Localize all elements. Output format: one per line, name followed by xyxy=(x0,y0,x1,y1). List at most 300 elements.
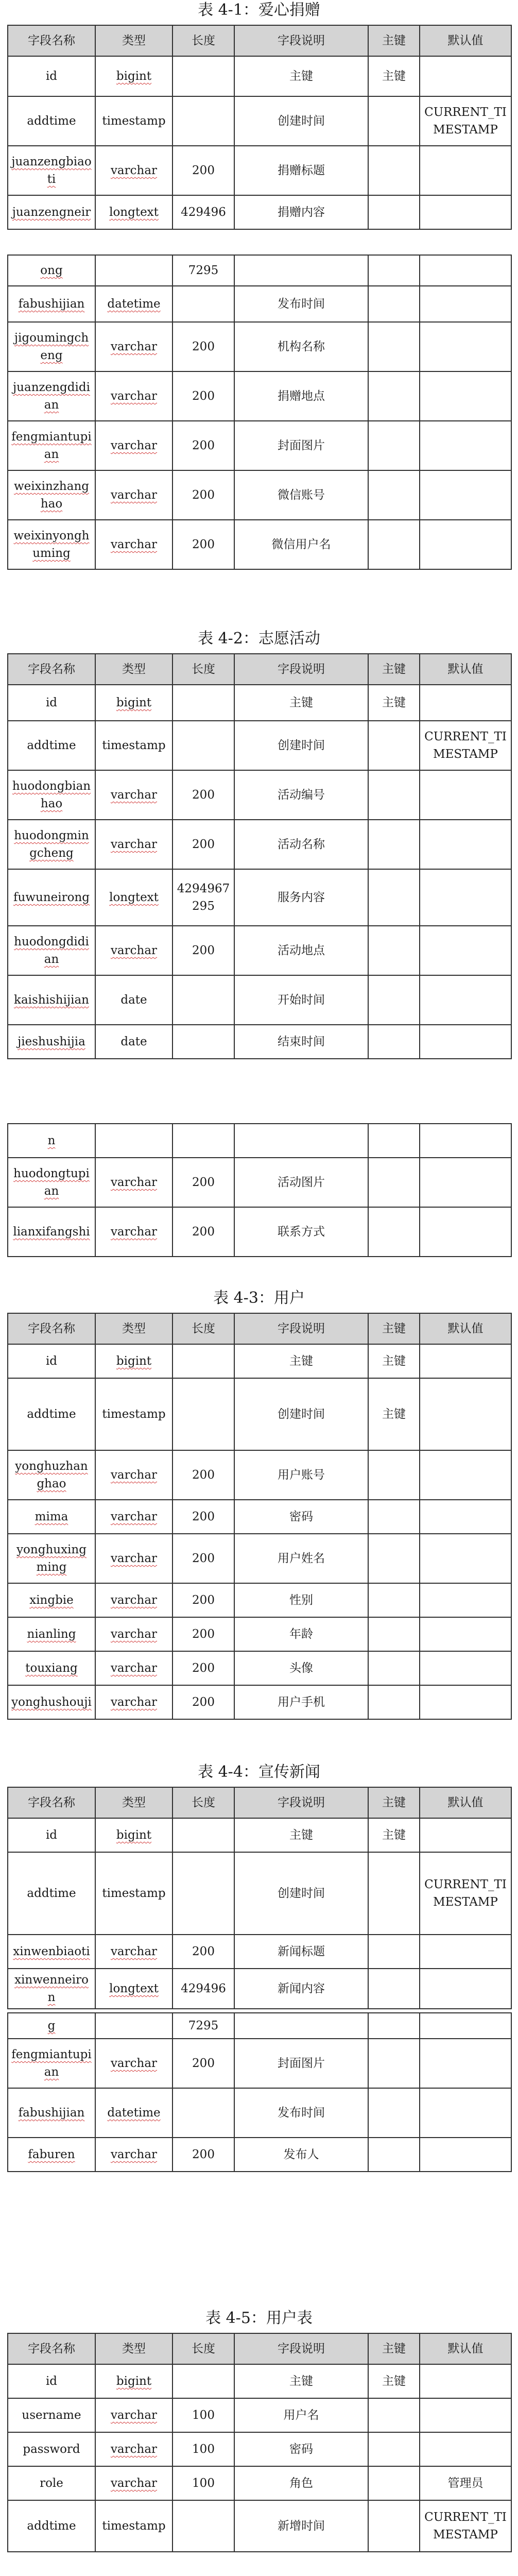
type-cell: timestamp xyxy=(95,96,172,146)
field-name-cell: huodongmingcheng xyxy=(8,820,95,869)
description-cell: 结束时间 xyxy=(234,1025,368,1059)
field-name-cell: id xyxy=(8,1344,95,1378)
field-name-cell: juanzengdidian xyxy=(8,371,95,421)
default-value-cell xyxy=(420,770,511,820)
description-cell: 主键 xyxy=(234,2364,368,2398)
type-cell: varchar xyxy=(95,1651,172,1685)
length-cell xyxy=(172,1344,234,1378)
default-value-cell xyxy=(420,1935,511,1969)
length-cell: 200 xyxy=(172,322,234,371)
primary-key-cell xyxy=(368,1852,420,1935)
default-value-cell xyxy=(420,1617,511,1651)
length-cell xyxy=(172,1025,234,1059)
default-value-cell xyxy=(420,56,511,96)
table-row xyxy=(8,195,511,229)
primary-key-cell xyxy=(368,926,420,975)
primary-key-cell xyxy=(368,820,420,869)
type-cell: varchar xyxy=(95,1500,172,1534)
description-cell: 捐赠标题 xyxy=(234,146,368,195)
field-name-cell: huodongbianhao xyxy=(8,770,95,820)
length-cell: 429496 xyxy=(172,1969,234,2009)
field-name-cell: juanzengbiaoti xyxy=(8,146,95,195)
type-cell: timestamp xyxy=(95,721,172,770)
type-cell xyxy=(95,2013,172,2039)
type-cell: varchar xyxy=(95,926,172,975)
spec-table-4-1 xyxy=(7,25,512,230)
primary-key-cell xyxy=(368,1685,420,1719)
default-value-cell xyxy=(420,975,511,1025)
table-row xyxy=(8,2432,511,2466)
default-value-cell xyxy=(420,1969,511,2009)
length-cell: 200 xyxy=(172,146,234,195)
spec-table-4-1-continued xyxy=(7,255,512,570)
header-default-value: 默认值 xyxy=(420,25,511,56)
table-row xyxy=(8,2138,511,2172)
spec-table-4-2-continued xyxy=(7,1123,512,1257)
length-cell: 200 xyxy=(172,1158,234,1207)
table-caption-4-4: 表 4-4：宣传新闻 xyxy=(198,1763,320,1781)
header-type: 类型 xyxy=(95,1313,172,1344)
length-cell xyxy=(172,1852,234,1935)
default-value-cell xyxy=(420,869,511,926)
primary-key-cell: 主键 xyxy=(368,1344,420,1378)
length-cell: 200 xyxy=(172,1617,234,1651)
header-length: 长度 xyxy=(172,1313,234,1344)
description-cell: 创建时间 xyxy=(234,1378,368,1450)
length-cell xyxy=(172,1124,234,1158)
default-value-cell xyxy=(420,1344,511,1378)
field-name-cell: fabushijian xyxy=(8,286,95,322)
table-row xyxy=(8,146,511,195)
default-value-cell xyxy=(420,371,511,421)
type-cell: varchar xyxy=(95,371,172,421)
field-name-cell: xingbie xyxy=(8,1583,95,1617)
description-cell: 新闻内容 xyxy=(234,1969,368,2009)
field-name-cell: xinwenneiron xyxy=(8,1969,95,2009)
description-cell: 联系方式 xyxy=(234,1207,368,1257)
type-cell: varchar xyxy=(95,146,172,195)
type-cell: varchar xyxy=(95,1617,172,1651)
table-row xyxy=(8,1818,511,1852)
default-value-cell xyxy=(420,1685,511,1719)
description-cell: 主键 xyxy=(234,1344,368,1378)
field-name-cell: yonghuxingming xyxy=(8,1534,95,1583)
field-name-cell: id xyxy=(8,56,95,96)
length-cell: 7295 xyxy=(172,2013,234,2039)
table-row xyxy=(8,470,511,520)
field-name-cell: weixinzhanghao xyxy=(8,470,95,520)
default-value-cell xyxy=(420,2088,511,2138)
default-value-cell xyxy=(420,2432,511,2466)
field-name-cell: jigoumingcheng xyxy=(8,322,95,371)
type-cell: varchar xyxy=(95,1158,172,1207)
primary-key-cell xyxy=(368,1651,420,1685)
description-cell: 机构名称 xyxy=(234,322,368,371)
description-cell xyxy=(234,2013,368,2039)
description-cell: 发布时间 xyxy=(234,286,368,322)
primary-key-cell xyxy=(368,1025,420,1059)
default-value-cell xyxy=(420,1583,511,1617)
table-row xyxy=(8,255,511,286)
default-value-cell xyxy=(420,1124,511,1158)
field-name-cell: huodongdidian xyxy=(8,926,95,975)
default-value-cell xyxy=(420,322,511,371)
primary-key-cell xyxy=(368,1158,420,1207)
primary-key-cell xyxy=(368,1583,420,1617)
default-value-cell: CURRENT_TIMESTAMP xyxy=(420,1852,511,1935)
primary-key-cell xyxy=(368,770,420,820)
primary-key-cell xyxy=(368,1500,420,1534)
type-cell: datetime xyxy=(95,2088,172,2138)
table-row xyxy=(8,56,511,96)
description-cell: 创建时间 xyxy=(234,1852,368,1935)
length-cell: 200 xyxy=(172,926,234,975)
length-cell: 200 xyxy=(172,2039,234,2088)
default-value-cell: CURRENT_TIMESTAMP xyxy=(420,2500,511,2552)
primary-key-cell xyxy=(368,520,420,569)
type-cell: varchar xyxy=(95,470,172,520)
spec-table-4-3 xyxy=(7,1313,512,1720)
description-cell xyxy=(234,255,368,286)
default-value-cell xyxy=(420,1378,511,1450)
type-cell: varchar xyxy=(95,2398,172,2432)
default-value-cell xyxy=(420,286,511,322)
length-cell xyxy=(172,1818,234,1852)
description-cell: 主键 xyxy=(234,685,368,721)
table-row xyxy=(8,1969,511,2009)
length-cell xyxy=(172,286,234,322)
table-row xyxy=(8,869,511,926)
header-primary-key: 主键 xyxy=(368,1787,420,1818)
primary-key-cell xyxy=(368,2013,420,2039)
description-cell: 发布人 xyxy=(234,2138,368,2172)
primary-key-cell xyxy=(368,2432,420,2466)
header-field-name: 字段名称 xyxy=(8,1787,95,1818)
header-default-value: 默认值 xyxy=(420,1313,511,1344)
description-cell: 角色 xyxy=(234,2466,368,2500)
length-cell: 4294967295 xyxy=(172,869,234,926)
table-row xyxy=(8,96,511,146)
length-cell: 200 xyxy=(172,2138,234,2172)
default-value-cell xyxy=(420,520,511,569)
description-cell: 用户账号 xyxy=(234,1450,368,1500)
table-row xyxy=(8,1617,511,1651)
type-cell: bigint xyxy=(95,1818,172,1852)
header-description: 字段说明 xyxy=(234,654,368,685)
table-header-row xyxy=(8,25,511,56)
length-cell xyxy=(172,2500,234,2552)
primary-key-cell xyxy=(368,2500,420,2552)
header-description: 字段说明 xyxy=(234,25,368,56)
primary-key-cell xyxy=(368,2039,420,2088)
field-name-cell: password xyxy=(8,2432,95,2466)
field-name-cell: id xyxy=(8,685,95,721)
table-row xyxy=(8,721,511,770)
type-cell: varchar xyxy=(95,520,172,569)
table-caption-4-1: 表 4-1：爱心捐赠 xyxy=(198,1,320,19)
table-row xyxy=(8,770,511,820)
primary-key-cell xyxy=(368,371,420,421)
primary-key-cell xyxy=(368,1969,420,2009)
table-row xyxy=(8,1158,511,1207)
description-cell: 密码 xyxy=(234,1500,368,1534)
primary-key-cell xyxy=(368,1450,420,1500)
primary-key-cell xyxy=(368,869,420,926)
type-cell: longtext xyxy=(95,869,172,926)
primary-key-cell xyxy=(368,286,420,322)
type-cell: bigint xyxy=(95,685,172,721)
table-row xyxy=(8,1025,511,1059)
table-header-row xyxy=(8,2333,511,2364)
type-cell: varchar xyxy=(95,2039,172,2088)
type-cell: timestamp xyxy=(95,1378,172,1450)
description-cell: 性别 xyxy=(234,1583,368,1617)
default-value-cell: CURRENT_TIMESTAMP xyxy=(420,721,511,770)
primary-key-cell xyxy=(368,1935,420,1969)
field-name-cell: fabushijian xyxy=(8,2088,95,2138)
field-name-cell: kaishishijian xyxy=(8,975,95,1025)
primary-key-cell: 主键 xyxy=(368,1378,420,1450)
header-description: 字段说明 xyxy=(234,1313,368,1344)
header-type: 类型 xyxy=(95,1787,172,1818)
length-cell: 200 xyxy=(172,1534,234,1583)
field-name-cell: id xyxy=(8,2364,95,2398)
length-cell: 7295 xyxy=(172,255,234,286)
table-row xyxy=(8,1685,511,1719)
default-value-cell: CURRENT_TIMESTAMP xyxy=(420,96,511,146)
table-caption-4-3: 表 4-3：用户 xyxy=(213,1289,305,1307)
default-value-cell xyxy=(420,421,511,470)
description-cell: 主键 xyxy=(234,1818,368,1852)
table-row xyxy=(8,685,511,721)
table-header-row xyxy=(8,1313,511,1344)
field-name-cell: ong xyxy=(8,255,95,286)
default-value-cell xyxy=(420,1207,511,1257)
description-cell: 活动地点 xyxy=(234,926,368,975)
spec-table-4-5 xyxy=(7,2333,512,2552)
type-cell: varchar xyxy=(95,421,172,470)
primary-key-cell xyxy=(368,1534,420,1583)
description-cell: 年龄 xyxy=(234,1617,368,1651)
field-name-cell: addtime xyxy=(8,1852,95,1935)
field-name-cell: nianling xyxy=(8,1617,95,1651)
table-row xyxy=(8,2466,511,2500)
description-cell: 创建时间 xyxy=(234,721,368,770)
header-type: 类型 xyxy=(95,654,172,685)
default-value-cell xyxy=(420,1818,511,1852)
length-cell xyxy=(172,2364,234,2398)
description-cell: 用户名 xyxy=(234,2398,368,2432)
table-row xyxy=(8,820,511,869)
type-cell xyxy=(95,1124,172,1158)
default-value-cell xyxy=(420,146,511,195)
description-cell: 服务内容 xyxy=(234,869,368,926)
primary-key-cell: 主键 xyxy=(368,56,420,96)
table-row xyxy=(8,1500,511,1534)
field-name-cell: mima xyxy=(8,1500,95,1534)
field-name-cell: huodongtupian xyxy=(8,1158,95,1207)
description-cell: 用户手机 xyxy=(234,1685,368,1719)
table-row xyxy=(8,421,511,470)
primary-key-cell xyxy=(368,255,420,286)
type-cell: varchar xyxy=(95,2466,172,2500)
type-cell: timestamp xyxy=(95,2500,172,2552)
type-cell: varchar xyxy=(95,322,172,371)
length-cell: 200 xyxy=(172,1207,234,1257)
table-row xyxy=(8,1207,511,1257)
length-cell: 200 xyxy=(172,520,234,569)
table-row xyxy=(8,926,511,975)
field-name-cell: fengmiantupian xyxy=(8,2039,95,2088)
description-cell: 密码 xyxy=(234,2432,368,2466)
header-length: 长度 xyxy=(172,1787,234,1818)
type-cell: varchar xyxy=(95,1685,172,1719)
description-cell: 用户姓名 xyxy=(234,1534,368,1583)
type-cell: longtext xyxy=(95,1969,172,2009)
default-value-cell xyxy=(420,2364,511,2398)
description-cell: 新增时间 xyxy=(234,2500,368,2552)
length-cell xyxy=(172,685,234,721)
length-cell xyxy=(172,975,234,1025)
length-cell xyxy=(172,2088,234,2138)
header-type: 类型 xyxy=(95,25,172,56)
description-cell: 封面图片 xyxy=(234,421,368,470)
default-value-cell xyxy=(420,926,511,975)
header-primary-key: 主键 xyxy=(368,2333,420,2364)
field-name-cell: xinwenbiaoti xyxy=(8,1935,95,1969)
field-name-cell: addtime xyxy=(8,1378,95,1450)
description-cell: 创建时间 xyxy=(234,96,368,146)
table-row xyxy=(8,1583,511,1617)
table-row xyxy=(8,2398,511,2432)
field-name-cell: id xyxy=(8,1818,95,1852)
header-length: 长度 xyxy=(172,654,234,685)
type-cell: datetime xyxy=(95,286,172,322)
header-primary-key: 主键 xyxy=(368,1313,420,1344)
primary-key-cell xyxy=(368,470,420,520)
header-primary-key: 主键 xyxy=(368,654,420,685)
primary-key-cell xyxy=(368,975,420,1025)
description-cell: 活动编号 xyxy=(234,770,368,820)
description-cell: 主键 xyxy=(234,56,368,96)
table-row xyxy=(8,1852,511,1935)
table-row xyxy=(8,1651,511,1685)
table-header-row xyxy=(8,1787,511,1818)
field-name-cell: addtime xyxy=(8,96,95,146)
field-name-cell: yonghuzhanghao xyxy=(8,1450,95,1500)
primary-key-cell xyxy=(368,96,420,146)
table-caption-4-2: 表 4-2：志愿活动 xyxy=(198,630,320,648)
type-cell: varchar xyxy=(95,820,172,869)
description-cell: 微信用户名 xyxy=(234,520,368,569)
description-cell: 头像 xyxy=(234,1651,368,1685)
type-cell: timestamp xyxy=(95,1852,172,1935)
length-cell: 200 xyxy=(172,1935,234,1969)
field-name-cell: g xyxy=(8,2013,95,2039)
default-value-cell xyxy=(420,255,511,286)
header-type: 类型 xyxy=(95,2333,172,2364)
type-cell: bigint xyxy=(95,56,172,96)
length-cell: 200 xyxy=(172,1450,234,1500)
field-name-cell: n xyxy=(8,1124,95,1158)
table-row xyxy=(8,1534,511,1583)
field-name-cell: username xyxy=(8,2398,95,2432)
length-cell: 200 xyxy=(172,371,234,421)
header-default-value: 默认值 xyxy=(420,2333,511,2364)
type-cell: varchar xyxy=(95,1583,172,1617)
table-row xyxy=(8,2013,511,2039)
table-header-row xyxy=(8,654,511,685)
description-cell: 捐赠内容 xyxy=(234,195,368,229)
length-cell: 200 xyxy=(172,1685,234,1719)
table-row xyxy=(8,520,511,569)
default-value-cell xyxy=(420,1534,511,1583)
default-value-cell xyxy=(420,2398,511,2432)
default-value-cell xyxy=(420,1450,511,1500)
primary-key-cell xyxy=(368,2398,420,2432)
field-name-cell: fuwuneirong xyxy=(8,869,95,926)
default-value-cell xyxy=(420,470,511,520)
table-row xyxy=(8,2088,511,2138)
length-cell xyxy=(172,1378,234,1450)
length-cell xyxy=(172,721,234,770)
description-cell: 新闻标题 xyxy=(234,1935,368,1969)
header-length: 长度 xyxy=(172,2333,234,2364)
field-name-cell: juanzengneir xyxy=(8,195,95,229)
primary-key-cell xyxy=(368,1207,420,1257)
field-name-cell: fengmiantupian xyxy=(8,421,95,470)
header-primary-key: 主键 xyxy=(368,25,420,56)
length-cell xyxy=(172,56,234,96)
type-cell: bigint xyxy=(95,2364,172,2398)
description-cell: 活动图片 xyxy=(234,1158,368,1207)
header-field-name: 字段名称 xyxy=(8,25,95,56)
type-cell: date xyxy=(95,1025,172,1059)
table-row xyxy=(8,1378,511,1450)
primary-key-cell xyxy=(368,2088,420,2138)
header-default-value: 默认值 xyxy=(420,654,511,685)
spec-table-4-2 xyxy=(7,653,512,1059)
default-value-cell xyxy=(420,2013,511,2039)
primary-key-cell xyxy=(368,322,420,371)
table-row xyxy=(8,371,511,421)
table-row xyxy=(8,286,511,322)
field-name-cell: touxiang xyxy=(8,1651,95,1685)
length-cell: 200 xyxy=(172,820,234,869)
type-cell: date xyxy=(95,975,172,1025)
length-cell: 200 xyxy=(172,1651,234,1685)
header-description: 字段说明 xyxy=(234,2333,368,2364)
default-value-cell xyxy=(420,820,511,869)
description-cell xyxy=(234,1124,368,1158)
header-field-name: 字段名称 xyxy=(8,2333,95,2364)
header-length: 长度 xyxy=(172,25,234,56)
primary-key-cell xyxy=(368,721,420,770)
primary-key-cell xyxy=(368,146,420,195)
field-name-cell: addtime xyxy=(8,721,95,770)
primary-key-cell xyxy=(368,1124,420,1158)
field-name-cell: jieshushijia xyxy=(8,1025,95,1059)
type-cell: bigint xyxy=(95,1344,172,1378)
default-value-cell xyxy=(420,2039,511,2088)
table-row xyxy=(8,1124,511,1158)
length-cell: 100 xyxy=(172,2466,234,2500)
description-cell: 发布时间 xyxy=(234,2088,368,2138)
description-cell: 捐赠地点 xyxy=(234,371,368,421)
table-row xyxy=(8,2364,511,2398)
header-default-value: 默认值 xyxy=(420,1787,511,1818)
spec-table-4-4-continued xyxy=(7,2012,512,2172)
